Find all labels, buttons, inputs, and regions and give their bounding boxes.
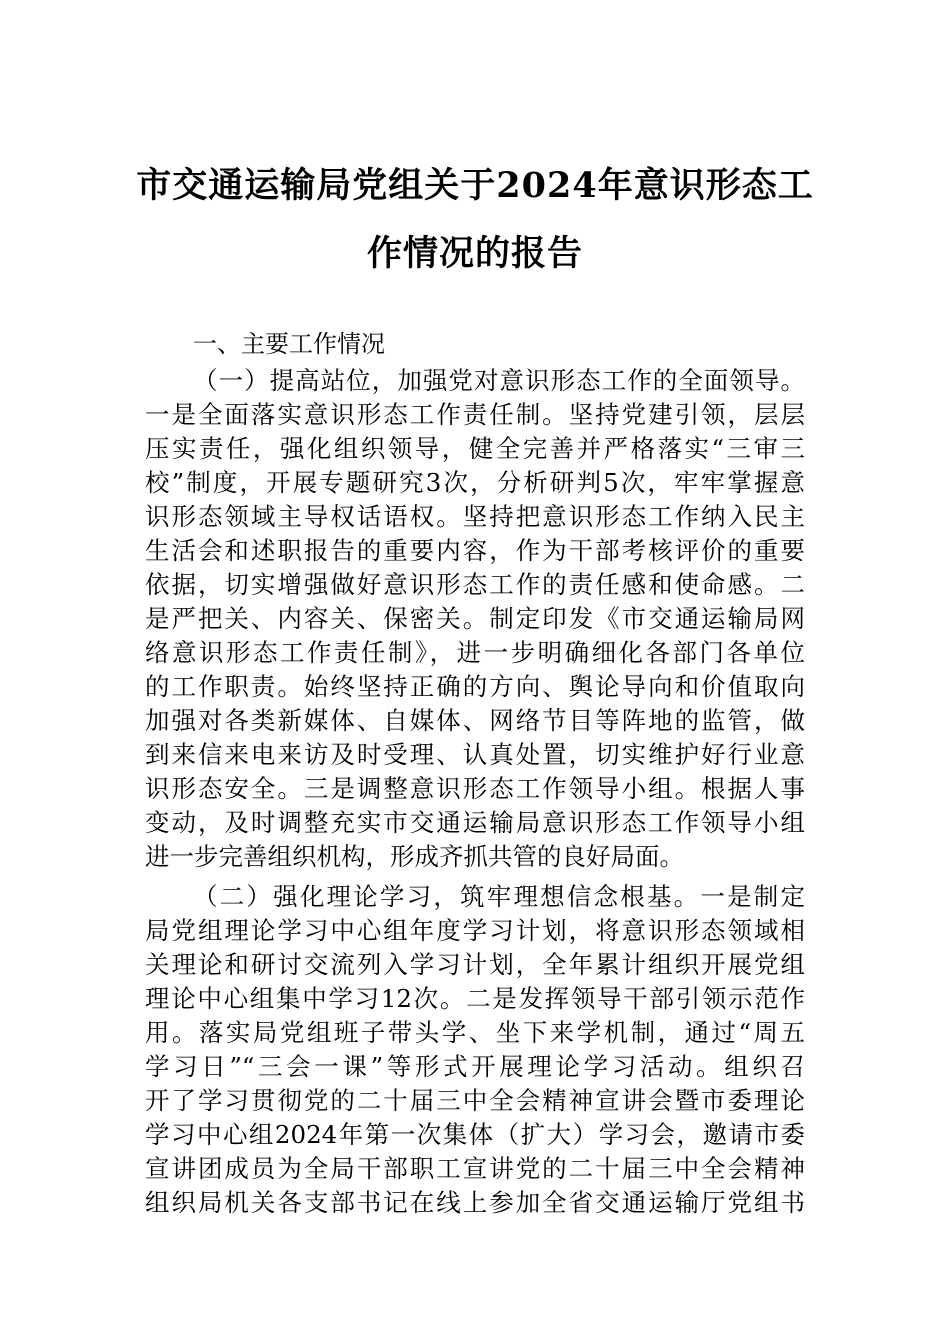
paragraph-line: 生活会和述职报告的重要内容，作为干部考核评价的重要 (145, 536, 805, 565)
paragraph-line: （二）强化理论学习，筑牢理想信念根基。一是制定 (193, 882, 805, 911)
paragraph-line: 加强对各类新媒体、自媒体、网络节目等阵地的监管，做 (145, 706, 805, 735)
paragraph-line: 理论中心组集中学习12次。二是发挥领导干部引领示范作 (145, 984, 805, 1013)
paragraph-line: 局党组理论学习中心组年度学习计划，将意识形态领域相 (145, 916, 805, 945)
paragraph-line: 到来信来电来访及时受理、认真处置，切实维护好行业意 (145, 740, 805, 769)
paragraph-line: 络意识形态工作责任制》，进一步明确细化各部门各单位 (145, 638, 805, 667)
paragraph-line: 压实责任，强化组织领导，健全完善并严格落实“三审三 (145, 434, 805, 463)
paragraph-line: 一是全面落实意识形态工作责任制。坚持党建引领，层层 (145, 400, 805, 429)
paragraph-line: 组织局机关各支部书记在线上参加全省交通运输厅党组书 (145, 1188, 805, 1217)
paragraph-line: 关理论和研讨交流列入学习计划，全年累计组织开展党组 (145, 950, 805, 979)
paragraph-line: 进一步完善组织机构，形成齐抓共管的良好局面。 (145, 842, 684, 871)
paragraph-line: 开了学习贯彻党的二十届三中全会精神宣讲会暨市委理论 (145, 1086, 805, 1115)
paragraph-line: 校”制度，开展专题研究3次，分析研判5次，牢牢掌握意 (145, 468, 805, 497)
paragraph-line: 学习中心组2024年第一次集体（扩大）学习会，邀请市委 (145, 1120, 805, 1149)
document-title-line-2: 作情况的报告 (366, 233, 583, 274)
section-heading: 一、主要工作情况 (193, 330, 385, 358)
paragraph-line: 变动，及时调整充实市交通运输局意识形态工作领导小组 (145, 808, 805, 837)
paragraph-line: 依据，切实增强做好意识形态工作的责任感和使命感。二 (145, 570, 805, 599)
paragraph-line: 宣讲团成员为全局干部职工宣讲党的二十届三中全会精神 (145, 1154, 805, 1183)
paragraph-line: 的工作职责。始终坚持正确的方向、舆论导向和价值取向 (145, 672, 805, 701)
paragraph-line: （一）提高站位，加强党对意识形态工作的全面领导。 (193, 366, 805, 395)
paragraph-line: 识形态领域主导权话语权。坚持把意识形态工作纳入民主 (145, 502, 805, 531)
paragraph-line: 用。落实局党组班子带头学、坐下来学机制，通过“周五 (145, 1018, 805, 1047)
paragraph-line: 是严把关、内容关、保密关。制定印发《市交通运输局网 (145, 604, 805, 633)
paragraph-line: 识形态安全。三是调整意识形态工作领导小组。根据人事 (145, 774, 805, 803)
paragraph-line: 学习日”“三会一课”等形式开展理论学习活动。组织召 (145, 1052, 805, 1081)
document-title-line-1: 市交通运输局党组关于2024年意识形态工 (136, 165, 814, 206)
